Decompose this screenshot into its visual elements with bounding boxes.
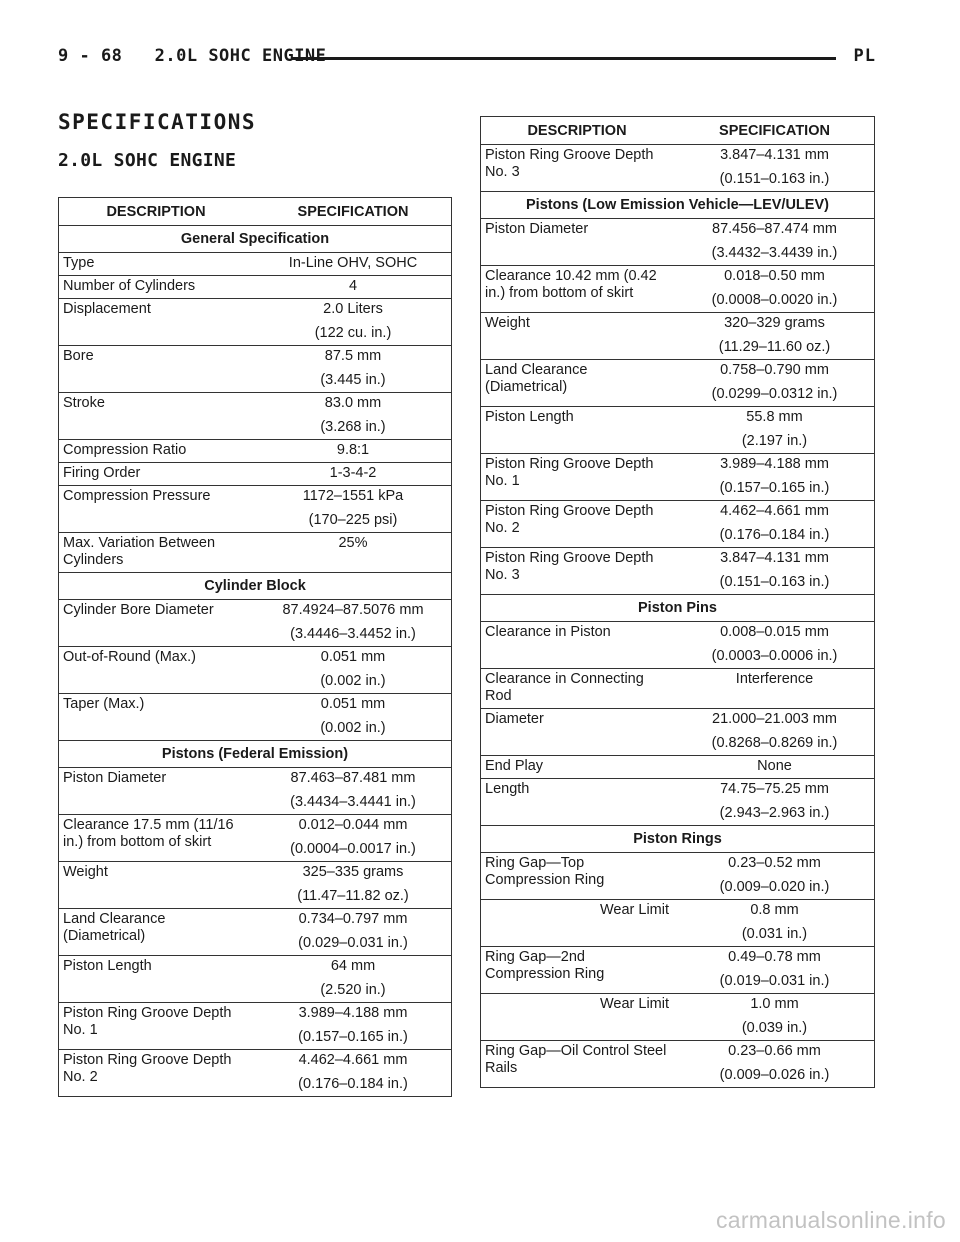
spec-value (254, 486, 452, 533)
spec-value-line: 1172–1551 kPa (302, 488, 404, 504)
page-number: 9 - 68 (58, 46, 123, 66)
spec-value-line: (0.039 in.) (741, 1020, 808, 1036)
section-row (480, 595, 875, 622)
spec-value (254, 276, 452, 299)
spec-value-line: (3.445 in.) (320, 372, 386, 388)
spec-value (674, 501, 875, 548)
spec-value (674, 407, 875, 454)
section-heading: Cylinder Block (58, 573, 452, 600)
spec-value-line: (0.157–0.165 in.) (298, 1029, 408, 1045)
table-row (58, 1003, 452, 1050)
table-row (58, 463, 452, 486)
spec-description: Ring Gap—2nd Compression Ring (480, 947, 674, 994)
spec-value (674, 669, 875, 709)
spec-description: Compression Ratio (58, 440, 254, 463)
spec-value-line: 2.0 Liters (323, 301, 383, 317)
watermark: carmanualsonline.info (715, 1207, 946, 1233)
section-heading: Pistons (Federal Emission) (58, 741, 452, 768)
spec-value-line: (0.029–0.031 in.) (298, 935, 408, 951)
spec-value-line: 74.75–75.25 mm (720, 781, 829, 797)
spec-value-line: (0.176–0.184 in.) (719, 527, 830, 543)
spec-description: Land Clearance (Diametrical) (58, 909, 254, 956)
spec-value-line: Interference (735, 671, 814, 687)
table-row (58, 956, 452, 1003)
spec-value (254, 956, 452, 1003)
spec-value (254, 647, 452, 694)
table-row (58, 815, 452, 862)
spec-value (674, 219, 875, 266)
spec-value-line: 55.8 mm (746, 409, 803, 425)
table-row (480, 994, 875, 1041)
spec-value (254, 909, 452, 956)
spec-value-line: 9.8:1 (336, 442, 370, 458)
spec-value-line: (2.520 in.) (320, 982, 386, 998)
spec-value (674, 622, 875, 669)
table-row (480, 219, 875, 266)
page-header (58, 46, 876, 72)
spec-value (674, 1041, 875, 1088)
spec-value (674, 548, 875, 595)
header-rule (291, 57, 836, 60)
spec-value-line: (0.0004–0.0017 in.) (290, 841, 416, 857)
header-section-title: 2.0L SOHC ENGINE (154, 46, 327, 66)
spec-description: Piston Ring Groove Depth No. 2 (58, 1050, 254, 1097)
spec-description: Max. Variation Between Cylinders (58, 533, 254, 573)
spec-description: Piston Ring Groove Depth No. 2 (480, 501, 674, 548)
spec-value-line: (0.002 in.) (320, 720, 386, 736)
table-row (480, 779, 875, 826)
spec-value (674, 756, 875, 779)
table-row (480, 622, 875, 669)
spec-value-line: (3.4434–3.4441 in.) (290, 794, 416, 810)
table-row (58, 346, 452, 393)
table-row (58, 486, 452, 533)
spec-description: Out-of-Round (Max.) (58, 647, 254, 694)
spec-value-line: 0.49–0.78 mm (728, 949, 821, 965)
spec-description: Type (58, 253, 254, 276)
spec-description: Ring Gap—Oil Control Steel Rails (480, 1041, 674, 1088)
spec-value (254, 1050, 452, 1097)
table-header-row (480, 117, 875, 145)
table-row (58, 393, 452, 440)
spec-description: Ring Gap—Top Compression Ring (480, 853, 674, 900)
spec-description: Cylinder Bore Diameter (58, 600, 254, 647)
spec-value-line: 0.734–0.797 mm (298, 911, 408, 927)
spec-description: Piston Ring Groove Depth No. 1 (58, 1003, 254, 1050)
spec-value-line: 0.758–0.790 mm (720, 362, 829, 378)
spec-value-line: (0.009–0.020 in.) (719, 879, 830, 895)
spec-value-line: 87.4924–87.5076 mm (282, 602, 424, 618)
table-row (58, 862, 452, 909)
spec-description: Stroke (58, 393, 254, 440)
spec-value-line: (122 cu. in.) (314, 325, 392, 341)
spec-description: Wear Limit (480, 900, 674, 947)
spec-table-left (58, 197, 452, 1097)
column-header: SPECIFICATION (254, 198, 452, 226)
spec-value-line: (170–225 psi) (308, 512, 398, 528)
spec-value-line: (0.009–0.026 in.) (719, 1067, 830, 1083)
spec-value-line: 87.456–87.474 mm (712, 221, 837, 237)
table-row (480, 454, 875, 501)
spec-value (254, 393, 452, 440)
spec-value-line: (0.151–0.163 in.) (719, 574, 830, 590)
spec-value (674, 313, 875, 360)
table-row (58, 299, 452, 346)
spec-value-line: 320–329 grams (724, 315, 825, 331)
spec-value-line: (3.4432–3.4439 in.) (711, 245, 838, 261)
spec-value-line: (11.47–11.82 oz.) (297, 888, 409, 904)
spec-description: Piston Ring Groove Depth No. 3 (480, 145, 674, 192)
spec-value-line: 4.462–4.661 mm (720, 503, 829, 519)
table-row (480, 669, 875, 709)
table-row (58, 768, 452, 815)
spec-value-line: 3.989–4.188 mm (720, 456, 829, 472)
spec-description: Diameter (480, 709, 674, 756)
spec-value-line: (0.176–0.184 in.) (298, 1076, 408, 1092)
table-row (480, 900, 875, 947)
spec-value-line: 3.989–4.188 mm (298, 1005, 408, 1021)
spec-description: Clearance in Piston (480, 622, 674, 669)
table-row (480, 756, 875, 779)
spec-value-line: (3.4446–3.4452 in.) (290, 626, 416, 642)
spec-value-line: (0.0003–0.0006 in.) (711, 648, 838, 664)
spec-value (254, 346, 452, 393)
section-row (480, 192, 875, 219)
spec-value-line: 21.000–21.003 mm (712, 711, 837, 727)
spec-value (674, 853, 875, 900)
spec-description: Length (480, 779, 674, 826)
spec-description: Weight (480, 313, 674, 360)
table-row (58, 647, 452, 694)
table-row (480, 360, 875, 407)
spec-value-line: 1.0 mm (750, 996, 799, 1012)
table-row (480, 1041, 875, 1088)
spec-value-line: 0.23–0.52 mm (728, 855, 821, 871)
spec-value (674, 266, 875, 313)
table-row (480, 501, 875, 548)
spec-value-line: 25% (338, 535, 368, 551)
spec-value (674, 947, 875, 994)
spec-value (254, 533, 452, 573)
table-row (58, 533, 452, 573)
spec-value-line: (0.019–0.031 in.) (719, 973, 830, 989)
spec-value (674, 994, 875, 1041)
table-row (58, 1050, 452, 1097)
spec-value-line: 0.051 mm (320, 696, 386, 712)
spec-value (254, 1003, 452, 1050)
spec-value-line: 87.5 mm (324, 348, 382, 364)
table-row (480, 853, 875, 900)
spec-value-line: (0.157–0.165 in.) (719, 480, 830, 496)
spec-value-line: (2.197 in.) (741, 433, 808, 449)
spec-description: Clearance 10.42 mm (0.42 in.) from bottom of skirt (480, 266, 674, 313)
spec-value-line: 4.462–4.661 mm (298, 1052, 408, 1068)
spec-description: Piston Length (480, 407, 674, 454)
table-row (480, 266, 875, 313)
spec-value-line: 3.847–4.131 mm (720, 550, 829, 566)
spec-description: Piston Diameter (58, 768, 254, 815)
page-number-section (58, 46, 326, 66)
spec-description: Bore (58, 346, 254, 393)
spec-value (254, 694, 452, 741)
spec-value-line: (0.151–0.163 in.) (719, 171, 830, 187)
section-row (58, 226, 452, 253)
spec-description: Number of Cylinders (58, 276, 254, 299)
spec-description: Wear Limit (480, 994, 674, 1041)
spec-description: Piston Ring Groove Depth No. 1 (480, 454, 674, 501)
table-row (480, 548, 875, 595)
page-title: SPECIFICATIONS (58, 110, 257, 134)
spec-description: Taper (Max.) (58, 694, 254, 741)
spec-description: Land Clearance (Diametrical) (480, 360, 674, 407)
spec-value (254, 299, 452, 346)
spec-value (674, 900, 875, 947)
table-row (480, 313, 875, 360)
spec-value (254, 862, 452, 909)
spec-value-line: (0.0299–0.0312 in.) (711, 386, 838, 402)
spec-value (254, 768, 452, 815)
page-subtitle: 2.0L SOHC ENGINE (58, 150, 237, 171)
spec-value (254, 253, 452, 276)
section-row (58, 573, 452, 600)
spec-value (674, 709, 875, 756)
spec-value-line: 3.847–4.131 mm (720, 147, 829, 163)
spec-value-line: (0.0008–0.0020 in.) (711, 292, 838, 308)
spec-description: Compression Pressure (58, 486, 254, 533)
table-row (58, 909, 452, 956)
section-heading: Piston Rings (480, 826, 875, 853)
table-row (58, 694, 452, 741)
spec-value (254, 463, 452, 486)
spec-value-line: 0.018–0.50 mm (724, 268, 825, 284)
spec-description: Piston Ring Groove Depth No. 3 (480, 548, 674, 595)
spec-value-line: 0.8 mm (750, 902, 799, 918)
spec-value-line: 87.463–87.481 mm (290, 770, 416, 786)
table-row (58, 440, 452, 463)
table-row (480, 709, 875, 756)
section-heading: Pistons (Low Emission Vehicle—LEV/ULEV) (480, 192, 875, 219)
section-row (480, 826, 875, 853)
section-row (58, 741, 452, 768)
spec-value-line: 325–335 grams (302, 864, 404, 880)
spec-value-line: (3.268 in.) (320, 419, 386, 435)
header-code: PL (853, 46, 876, 66)
table-row (58, 276, 452, 299)
spec-value-line: 83.0 mm (324, 395, 382, 411)
spec-value (674, 454, 875, 501)
spec-description: Piston Diameter (480, 219, 674, 266)
spec-description: Displacement (58, 299, 254, 346)
spec-value (674, 360, 875, 407)
spec-value-line: 0.23–0.66 mm (728, 1043, 821, 1059)
spec-value (674, 145, 875, 192)
spec-value-line: (0.8268–0.8269 in.) (711, 735, 838, 751)
spec-description: Clearance in Connecting Rod (480, 669, 674, 709)
spec-value-line: 0.008–0.015 mm (720, 624, 829, 640)
spec-value-line: 1-3-4-2 (329, 465, 377, 481)
spec-value (254, 600, 452, 647)
spec-value-line: 64 mm (330, 958, 376, 974)
spec-value-line: 4 (348, 278, 358, 294)
spec-description: Firing Order (58, 463, 254, 486)
spec-value (254, 815, 452, 862)
spec-value-line: In-Line OHV, SOHC (288, 255, 418, 271)
spec-value-line: (11.29–11.60 oz.) (718, 339, 831, 355)
spec-value (674, 779, 875, 826)
spec-value-line: 0.012–0.044 mm (298, 817, 408, 833)
spec-value (254, 440, 452, 463)
spec-description: Piston Length (58, 956, 254, 1003)
spec-value-line: None (757, 758, 792, 774)
spec-description: End Play (480, 756, 674, 779)
table-row (58, 253, 452, 276)
column-header: SPECIFICATION (674, 117, 875, 145)
table-row (480, 145, 875, 192)
spec-description: Clearance 17.5 mm (11/16 in.) from bottom of skirt (58, 815, 254, 862)
spec-value-line: 0.051 mm (320, 649, 386, 665)
spec-value-line: (0.002 in.) (320, 673, 386, 689)
spec-table-right (480, 116, 875, 1088)
spec-value-line: (0.031 in.) (741, 926, 808, 942)
column-header: DESCRIPTION (58, 198, 254, 226)
table-row (480, 947, 875, 994)
table-row (58, 600, 452, 647)
section-heading: General Specification (58, 226, 452, 253)
table-header-row (58, 198, 452, 226)
spec-value-line: (2.943–2.963 in.) (719, 805, 830, 821)
spec-description: Weight (58, 862, 254, 909)
column-header: DESCRIPTION (480, 117, 674, 145)
table-row (480, 407, 875, 454)
section-heading: Piston Pins (480, 595, 875, 622)
